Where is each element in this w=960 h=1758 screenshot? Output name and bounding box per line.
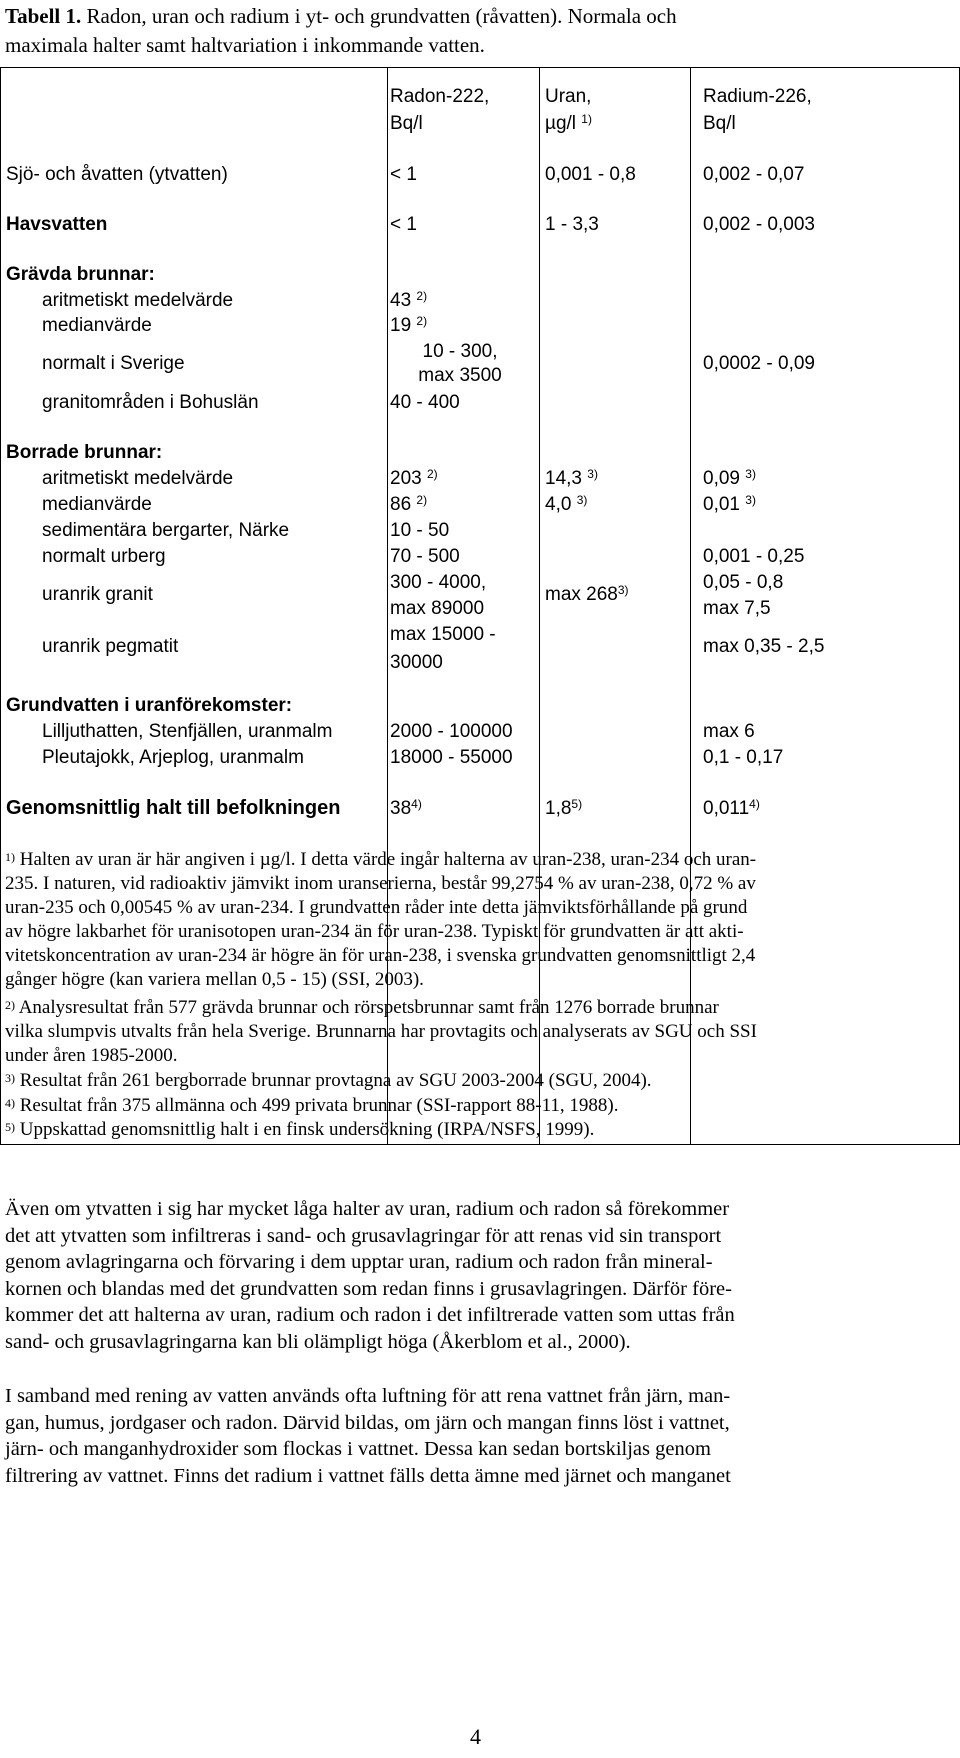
borrade-pegmatit-label: uranrik pegmatit (42, 636, 179, 657)
header-uran-l1: Uran, (545, 86, 592, 107)
page-number: 4 (470, 1724, 481, 1749)
gravda-radium-group: 0,0002 - 0,09 (703, 353, 815, 374)
gravda-normalt-radon: 10 - 300, max 3500 (418, 341, 502, 386)
borrade-aritm-radium: 0,09 $^{3)}$ (703, 467, 756, 489)
footnote-4: $^{4)}$ Resultat från 375 allmänna och 499 privata brunnar (SSI-rapport 88-11, 1988). (5, 1095, 619, 1116)
grundvatten-pleut-label: Pleutajokk, Arjeplog, uranmalm (42, 747, 304, 768)
borrade-pegmatit-radium: max 0,35 - 2,5 (703, 636, 825, 657)
header-radon (390, 83, 489, 137)
borrade-median-radium: 0,01 $^{3)}$ (703, 493, 756, 515)
caption-line1: Radon, uran och radium i yt- och grundvatten (råvatten). Normala och (86, 4, 677, 28)
gravda-median-label: medianvärde (42, 315, 152, 336)
grundvatten-lill-radon: 2000 - 100000 (390, 721, 513, 742)
gravda-heading: Grävda brunnar: (6, 264, 155, 285)
borrade-median-label: medianvärde (42, 494, 152, 515)
borrade-urberg-radium: 0,001 - 0,25 (703, 546, 805, 567)
header-radon-l1: Radon-222, (390, 86, 490, 107)
borrade-median-radon: 86 $^{2)}$ (390, 493, 428, 515)
grundvatten-pleut-radium: 0,1 - 0,17 (703, 747, 784, 768)
borrade-aritm-label: aritmetiskt medelvärde (42, 468, 234, 489)
genomsnitt-radon: 38$^{4)}$ (390, 797, 422, 819)
body-paragraph-2: I samband med rening av vatten används ofta luftning för att rena vattnet från järn, man- gan, humus, jordgaser och radon. Därvid bildas, om järn och mangan finns löst i vattnet, järn- och manganhydroxider som flockas i vattnet. Dessa kan sedan bortskiljas genom filtrering av vattnet. Finns det radium i vattnet fälls detta ämne med järnet och manganet (5, 1385, 731, 1487)
row-hav-label: Havsvatten (6, 214, 108, 235)
table-top-border (0, 67, 960, 68)
caption-label: Tabell 1. (5, 4, 82, 28)
gravda-aritm-label: aritmetiskt medelvärde (42, 290, 234, 311)
table-caption-line2: maximala halter samt haltvariation i inkommande vatten. (5, 33, 485, 57)
row-hav-radon: < 1 (390, 214, 417, 235)
footnote-1: $^{1)}$ Halten av uran är här angiven i µg/l. I detta värde ingår halterna av uran-238, uran-234 och uran- 235. I naturen, vid radioaktiv jämvikt inom uranserierna, består 99,2754 % av uran-238, 0,72 % av uran-235 och 0,00545 % av uran-234. I grundvatten råder inte detta jämviktsförhållande på grund av högre lakbarhet för uranisotopen uran-234 än för uran-238. Typiskt för grundvatten är att akti- vitetskoncentration av uran-234 är högre än för uran-238, i svenska grundvatten genomsnittligt 2,4 gånger högre (kan variera mellan 0,5 - 15) (SSI, 2003). (5, 849, 757, 990)
borrade-sediment-label: sedimentära bergarter, Närke (42, 520, 290, 541)
borrade-granit-label: uranrik granit (42, 584, 153, 605)
row-sjo-radon: < 1 (390, 164, 417, 185)
genomsnitt-radium: 0,011$^{4)}$ (703, 797, 760, 819)
body-paragraph-1: Även om ytvatten i sig har mycket låga halter av uran, radium och radon så förekommer det att ytvatten som infiltreras i sand- och grusavlagringar för att renas vid sin transport genom avlagringarna och förvaring i dem upptar uran, radium och radon från mineral- kornen och blandas med det grundvatten som redan finns i grusavlagringen. Därför före- kommer det att halterna av uran, radium och radon i det infiltrerade vatten som uttas från sand- och grusavlagringarna kan bli olämpligt höga (Åkerblom et al., 2000). (5, 1198, 735, 1353)
gravda-granit-label: granitområden i Bohuslän (42, 392, 259, 413)
gravda-normalt-label: normalt i Sverige (42, 353, 185, 374)
borrade-heading: Borrade brunnar: (6, 442, 163, 463)
row-hav-radium: 0,002 - 0,003 (703, 214, 815, 235)
gravda-aritm-radon: 43 $^{2)}$ (390, 289, 428, 311)
borrade-granit-uran: max 268$^{3)}$ (545, 583, 629, 605)
header-radium-l2: Bq/l (703, 113, 736, 134)
row-hav-uran: 1 - 3,3 (545, 214, 599, 235)
row-sjo-radium: 0,002 - 0,07 (703, 164, 805, 185)
borrade-urberg-radon: 70 - 500 (390, 546, 460, 567)
gravda-granit-radon: 40 - 400 (390, 392, 460, 413)
borrade-median-uran: 4,0 $^{3)}$ (545, 493, 588, 515)
row-sjo-label: Sjö- och åvatten (ytvatten) (6, 164, 228, 185)
borrade-sediment-radon: 10 - 50 (390, 520, 450, 541)
grundvatten-heading: Grundvatten i uranförekomster: (6, 695, 293, 716)
genomsnitt-uran: 1,8$^{5)}$ (545, 797, 583, 819)
borrade-granit-radon: 300 - 4000, max 89000 (390, 572, 487, 619)
gravda-median-radon: 19 $^{2)}$ (390, 314, 428, 336)
borrade-aritm-uran: 14,3 $^{3)}$ (545, 467, 598, 489)
borrade-aritm-radon: 203 $^{2)}$ (390, 467, 438, 489)
borrade-granit-radium: 0,05 - 0,8 max 7,5 (703, 572, 784, 619)
footnote-3: $^{3)}$ Resultat från 261 bergborrade brunnar provtagna av SGU 2003-2004 (SGU, 2004). (5, 1070, 652, 1091)
genomsnitt-label: Genomsnittlig halt till befolkningen (6, 797, 341, 819)
table-left-border (0, 67, 1, 1145)
header-uran-l2: µg/l (545, 113, 577, 134)
footnote-5: $^{5)}$ Uppskattad genomsnittlig halt i en finsk undersökning (IRPA/NSFS, 1999). (5, 1119, 595, 1140)
borrade-urberg-label: normalt urberg (42, 546, 166, 567)
header-radium-l1: Radium-226, (703, 86, 812, 107)
grundvatten-lill-label: Lilljuthatten, Stenfjällen, uranmalm (42, 721, 333, 742)
header-radium (703, 83, 812, 137)
table-bottom-border (0, 1144, 960, 1145)
borrade-pegmatit-radon: max 15000 - 30000 (390, 624, 496, 673)
row-sjo-uran: 0,001 - 0,8 (545, 164, 636, 185)
header-uran (545, 83, 592, 137)
footnote-2: $^{2)}$ Analysresultat från 577 grävda brunnar och rörspetsbrunnar samt från 1276 borrade brunnar vilka slumpvis utvalts från hela Sverige. Brunnarna har provtagits och analyserats av SGU och SSI under åren 1985-2000. (5, 997, 757, 1066)
grundvatten-pleut-radon: 18000 - 55000 (390, 747, 513, 768)
grundvatten-lill-radium: max 6 (703, 721, 755, 742)
table-caption (5, 2, 677, 31)
header-radon-l2: Bq/l (390, 113, 423, 134)
header-uran-sup: 1) (581, 112, 592, 126)
